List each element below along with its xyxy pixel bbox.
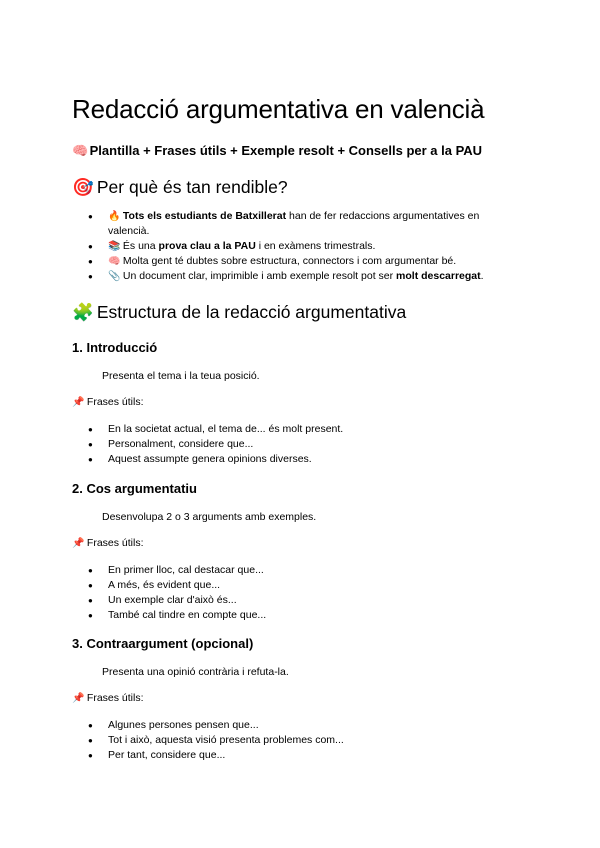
part-description: Presenta una opinió contrària i refuta-la. [102, 666, 289, 678]
list-item: ● Algunes persones pensen que... [72, 718, 512, 733]
heading-why-text: Per què és tan rendible? [96, 177, 288, 197]
list-item [72, 269, 512, 284]
fire-icon: 🔥 [108, 211, 121, 222]
list-item [72, 254, 512, 269]
list-item: ● També cal tindre en compte que... [72, 608, 512, 623]
list-item: ● Personalment, considere que... [72, 437, 512, 452]
item-text: És una [122, 240, 159, 252]
list-item: ● Per tant, considere que... [72, 748, 512, 763]
heading-structure-text: Estructura de la redacció argumentativa [96, 302, 407, 322]
list-item: ● En primer lloc, cal destacar que... [72, 563, 512, 578]
pin-icon: 📌 [72, 538, 85, 549]
bold-text: molt descarregat [396, 270, 481, 282]
part-description: Desenvolupa 2 o 3 arguments amb exemples. [102, 511, 317, 523]
phrases-list-introduction [72, 422, 512, 467]
pin-icon: 📌 [72, 693, 85, 704]
part-heading-introduction: 1. Introducció [72, 340, 158, 355]
item-text: han de fer redaccions argumentatives en valencià. [108, 210, 480, 237]
pin-icon: 📌 [72, 397, 85, 408]
item-text: Un document clar, imprimible i amb exemple resolt pot ser [122, 270, 397, 282]
puzzle-icon: 🧩 [72, 302, 94, 322]
list-item [72, 239, 512, 254]
list-item: ● Un exemple clar d'això és... [72, 593, 512, 608]
brain-icon: 🧠 [72, 143, 89, 158]
item-text: . [480, 270, 484, 282]
phrases-label: 📌 Frases útils: [72, 692, 144, 704]
document-subtitle [72, 143, 482, 159]
document-title: Redacció argumentativa en valencià [72, 94, 485, 124]
list-item: ● Aquest assumpte genera opinions diverses. [72, 452, 512, 467]
list-item: ● En la societat actual, el tema de... és molt present. [72, 422, 512, 437]
books-icon: 📚 [108, 241, 121, 252]
why-list [72, 209, 512, 284]
heading-why [72, 177, 288, 198]
phrases-label: 📌 Frases útils: [72, 396, 144, 408]
list-item: ● Tot i això, aquesta visió presenta problemes com... [72, 733, 512, 748]
list-item: ● A més, és evident que... [72, 578, 512, 593]
heading-structure [72, 302, 406, 323]
phrases-list-body [72, 563, 512, 623]
paperclip-icon: 📎 [108, 271, 121, 282]
target-icon: 🎯 [72, 177, 94, 197]
bold-text: Tots els estudiants de Batxillerat [122, 210, 287, 222]
part-heading-body: 2. Cos argumentatiu [72, 481, 197, 496]
phrases-label: 📌 Frases útils: [72, 537, 144, 549]
bold-text: prova clau a la PAU [158, 240, 256, 252]
item-text: i en exàmens trimestrals. [255, 240, 376, 252]
brain-icon: 🧠 [108, 256, 121, 267]
phrases-list-counterargument [72, 718, 512, 763]
item-text: Molta gent té dubtes sobre estructura, connectors i com argumentar bé. [122, 255, 457, 267]
subtitle-text: Plantilla + Frases útils + Exemple resolt + Consells per a la PAU [89, 143, 483, 158]
part-heading-counterargument: 3. Contraargument (opcional) [72, 636, 254, 651]
part-description: Presenta el tema i la teua posició. [102, 370, 260, 382]
list-item [72, 209, 512, 239]
